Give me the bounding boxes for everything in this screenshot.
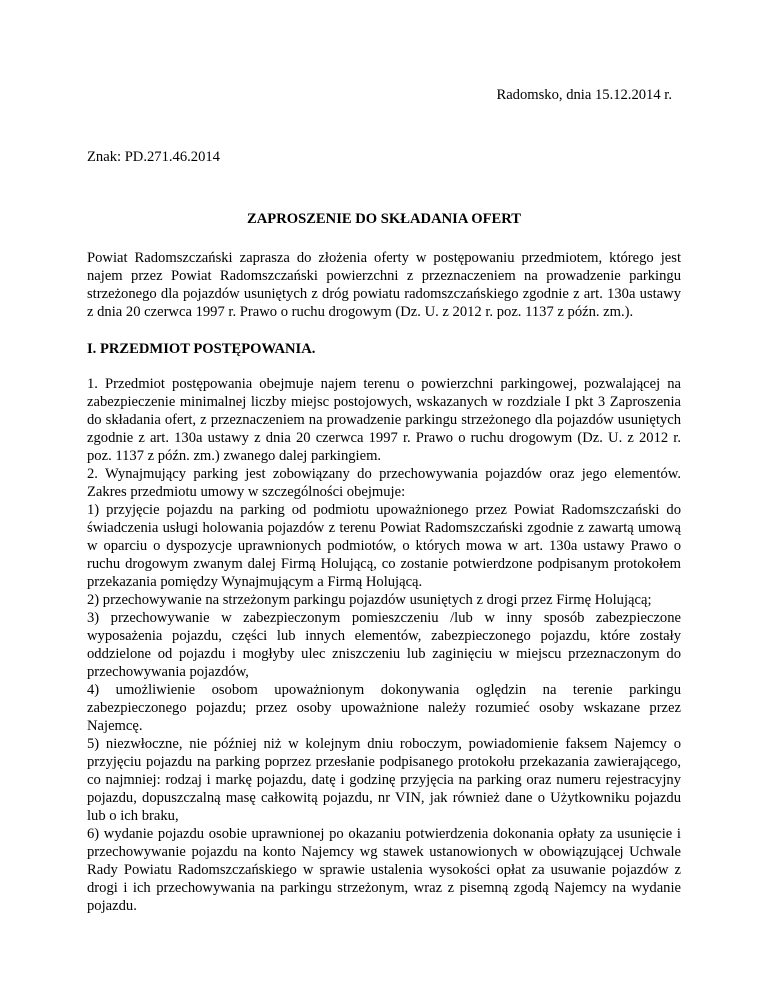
date-line: Radomsko, dnia 15.12.2014 r. [496,87,672,103]
paragraph-1: 1. Przedmiot postępowania obejmuje najem terenu o powierzchni parkingowej, pozwalającej na zabezpieczenie minimalnej liczby miejsc postojowych, wskazanych w rozdziale I pkt 3 Zaproszenia do składania ofert, z przeznaczeniem na prowadzenie parkingu strzeżonego dla pojazdów usuniętych zgodnie z art. 130a ustawy z dnia 20 czerwca 1997 r. Prawo o ruchu drogowym (Dz. U. z 2012 r. poz. 1137 z późn. zm.) zwanego dalej parkingiem. [87,376,681,464]
list-item-1: 1) przyjęcie pojazdu na parking od podmiotu upoważnionego przez Powiat Radomszczański do świadczenia usługi holowania pojazdów z terenu Powiat Radomszczański zgodnie z zawartą umową w oparciu o dyspozycje uprawnionych podmiotów, o których mowa w art. 130a ustawy Prawo o ruchu drogowym zwanym dalej Firmą Holującą, co zostanie potwierdzone podpisanym protokołem przekazania pomiędzy Wynajmującym a Firmą Holującą. [87,502,681,590]
section-heading: I. PRZEDMIOT POSTĘPOWANIA. [87,341,316,357]
list-item-2: 2) przechowywanie na strzeżonym parkingu pojazdów usuniętych z drogi przez Firmę Holującą; [87,592,652,608]
document-title: ZAPROSZENIE DO SKŁADANIA OFERT [247,211,521,227]
intro-paragraph: Powiat Radomszczański zaprasza do złożenia oferty w postępowaniu przedmiotem, którego jest najem przez Powiat Radomszczański powierzchni z przeznaczeniem na prowadzenie parkingu strzeżonego dla pojazdów usuniętych z dróg powiatu radomszczańskiego zgodnie z art. 130a ustawy z dnia 20 czerwca 1997 r. Prawo o ruchu drogowym (Dz. U. z 2012 r. poz. 1137 z późn. zm.). [87,250,681,320]
list-item-6: 6) wydanie pojazdu osobie uprawnionej po okazaniu potwierdzenia dokonania opłaty za usunięcie i przechowywanie pojazdu na konto Najemcy wg stawek ustanowionych w obowiązującej Uchwale Rady Powiatu Radomszczańskiego w sprawie ustalenia wysokości opłat za usuwanie pojazdów z drogi i ich przechowywania na parkingu strzeżonym, wraz z pisemną zgodą Najemcy na wydanie pojazdu. [87,826,681,914]
section-body [87,375,681,915]
reference-sign: Znak: PD.271.46.2014 [87,149,220,165]
list-item-3: 3) przechowywanie w zabezpieczonym pomieszczeniu /lub w inny sposób zabezpieczone wyposażenia pojazdu, części lub innych elementów, zabezpieczonego pojazdu, które zostały oddzielone od pojazdu i mogłyby ulec zniszczeniu lub zaginięciu w miejscu przeznaczonym do przechowywania pojazdów, [87,610,681,680]
list-item-5: 5) niezwłoczne, nie później niż w kolejnym dniu roboczym, powiadomienie faksem Najemcy o przyjęciu pojazdu na parking poprzez przesłanie podpisanego protokołu przekazania zawierającego, co najmniej: rodzaj i markę pojazdu, datę i godzinę przyjęcia na parking oraz numeru rejestracyjny pojazdu, dopuszczalną masę całkowitą pojazdu, nr VIN, jak również dane o Użytkowniku pojazdu lub o ich braku, [87,736,681,824]
paragraph-2: 2. Wynajmujący parking jest zobowiązany do przechowywania pojazdów oraz jego elementów. Zakres przedmiotu umowy w szczególności obejmuje: [87,466,681,500]
list-item-4: 4) umożliwienie osobom upoważnionym dokonywania oględzin na terenie parkingu zabezpieczonego pojazdu; przez osoby upoważnione należy rozumieć osoby wskazane przez Najemcę. [87,682,681,734]
